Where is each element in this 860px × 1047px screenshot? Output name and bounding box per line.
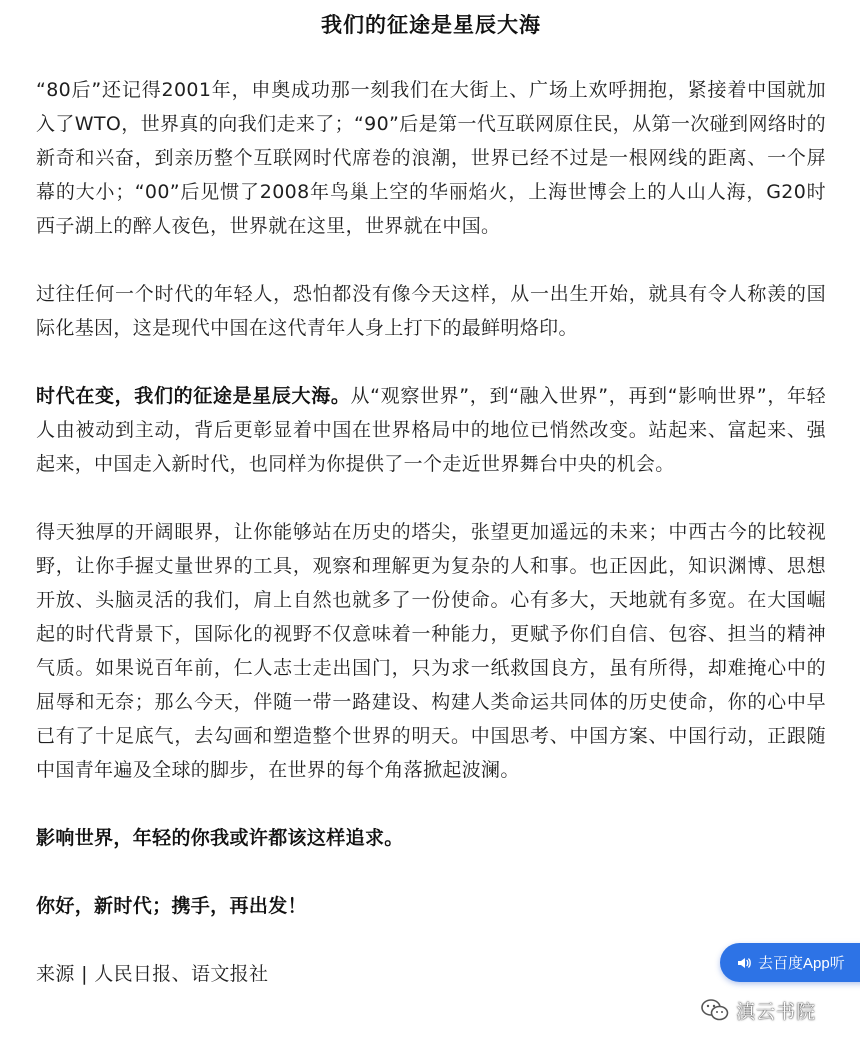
article [36, 0, 826, 991]
listen-in-app-button[interactable] [720, 943, 860, 982]
watermark-text: 滇云书院 [736, 1000, 817, 1023]
paragraph-3-rest: 从“观察世界”，到“融入世界”，再到“影响世界”，年轻人由被动到主动，背后更彰显着中国在世界格局中的地位已悄然改变。站起来、富起来、强起来，中国走入新时代，也同样为你提供了一个走近世界舞台中央的机会。 [36, 385, 826, 475]
paragraph-3-bold: 时代在变，我们的征途是星辰大海。 [36, 385, 351, 407]
paragraph-6: 你好，新时代；携手，再出发！ [36, 895, 307, 917]
source-line: 来源 | 人民日报、语文报社 [36, 963, 269, 985]
paragraph-4: 得天独厚的开阔眼界，让你能够站在历史的塔尖，张望更加遥远的未来；中西古今的比较视野，让你手握丈量世界的工具，观察和理解更为复杂的人和事。也正因此，知识渊博、思想开放、头脑灵活的我们，肩上自然也就多了一份使命。心有多大，天地就有多宽。在大国崛起的时代背景下，国际化的视野不仅意味着一种能力，更赋予你们自信、包容、担当的精神气质。如果说百年前，仁人志士走出国门，只为求一纸救国良方，虽有所得，却难掩心中的屈辱和无奈；那么今天，伴随一带一路建设、构建人类命运共同体的历史使命，你的心中早已有了十足底气，去勾画和塑造整个世界的明天。中国思考、中国方案、中国行动，正跟随中国青年遍及全球的脚步，在世界的每个角落掀起波澜。 [36, 521, 826, 781]
source-watermark [700, 994, 816, 1026]
listen-button-label: 去百度App听 [758, 955, 845, 972]
paragraph-1: “80后”还记得2001年，申奥成功那一刻我们在大街上、广场上欢呼拥抱，紧接着中国就加入了WTO，世界真的向我们走来了；“90”后是第一代互联网原住民，从第一次碰到网络时的新奇和兴奋，到亲历整个互联网时代席卷的浪潮，世界已经不过是一根网线的距离、一个屏幕的大小；“00”后见惯了2008年鸟巢上空的华丽焰火，上海世博会上的人山人海，G20时西子湖上的醉人夜色，世界就在这里，世界就在中国。 [36, 79, 826, 237]
paragraph-2: 过往任何一个时代的年轻人，恐怕都没有像今天这样，从一出生开始，就具有令人称羡的国际化基因，这是现代中国在这代青年人身上打下的最鲜明烙印。 [36, 283, 826, 339]
paragraph-5: 影响世界，年轻的你我或许都该这样追求。 [36, 827, 404, 849]
wechat-icon [700, 998, 730, 1022]
speaker-icon [736, 955, 752, 971]
paragraph-3 [36, 379, 826, 481]
page-title: 我们的征途是星辰大海 [321, 13, 541, 37]
